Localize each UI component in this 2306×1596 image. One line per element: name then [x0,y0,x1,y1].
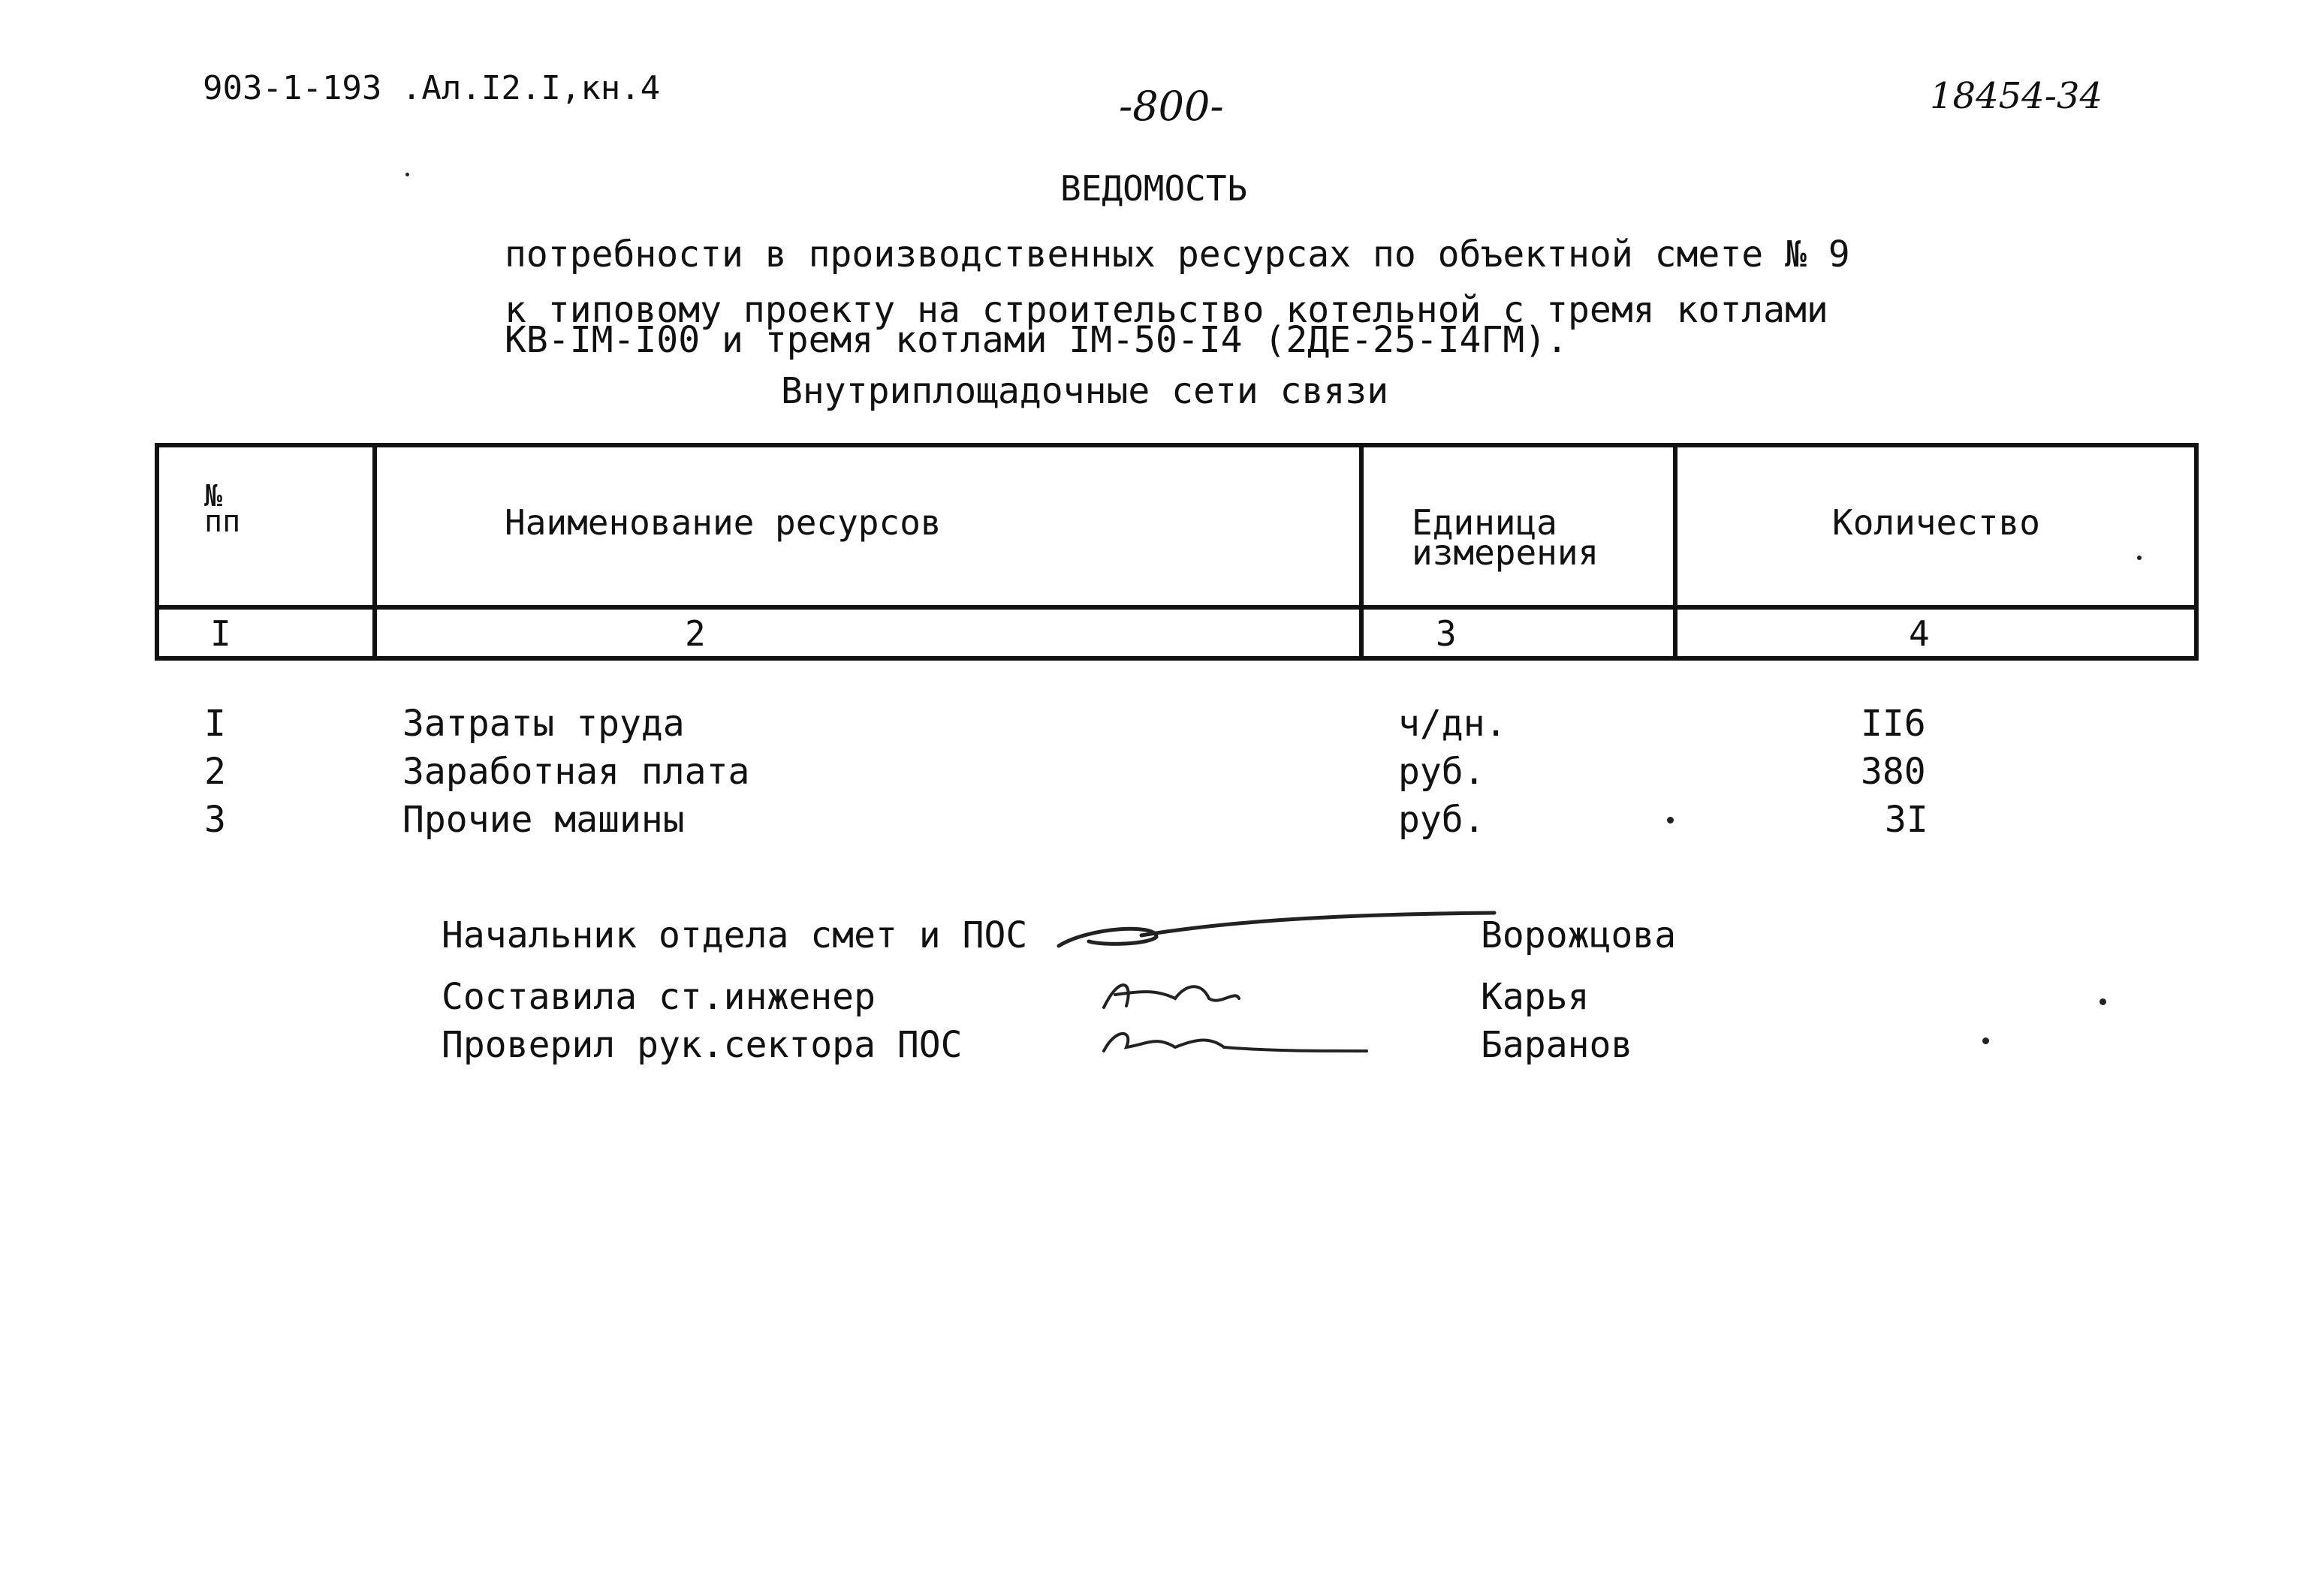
archive-number: 18454-34 [1930,75,2103,117]
handwritten-signature [1044,893,1509,1074]
row-resource-name: Затраты труда [402,703,685,745]
row-resource-name: Заработная плата [402,751,750,793]
title-line-1: потребности в производственных ресурсах по объектной смете № 9 [505,233,1850,276]
page-number: -800- [1119,83,1224,130]
row-resource-name: Прочие машины [402,799,685,841]
column-number: 2 [685,613,706,654]
header-qty: Количество [1832,502,2040,543]
title-line-3: КВ-IМ-I00 и тремя котлами IМ-50-I4 (2ДЕ-25-I4ГМ). [505,319,1569,361]
document-subtitle: Внутриплощадочные сети связи [781,370,1389,412]
signature-name: Ворожцова [1481,914,1677,956]
row-number: 2 [204,751,226,793]
column-number: 3 [1436,613,1457,654]
row-quantity: 380 [1861,751,1926,793]
signature-role: Проверил рук.сектора ПОС [442,1024,963,1066]
column-number: I [210,613,231,654]
table-divider [1359,447,1364,656]
signature-name: Баранов [1481,1024,1633,1066]
column-number: 4 [1909,613,1930,654]
row-number: 3 [204,799,226,841]
row-quantity: II6 [1861,703,1926,745]
row-number: I [204,703,226,745]
signature-role: Составила ст.инженер [442,976,876,1018]
document-heading: ВЕДОМОСТЬ [1060,168,1248,209]
header-name: Наименование ресурсов [505,502,942,543]
title-line-2: к типовому проекту на строительство котельной с тремя котлами [505,289,1828,331]
header-num: № пп [204,479,241,539]
row-unit: ч/дн. [1398,703,1507,745]
resources-table [155,443,2199,661]
row-quantity: 3I [1885,799,1928,841]
header-unit: Единица измерения [1412,502,1599,573]
row-unit: руб. [1398,751,1485,793]
table-divider [372,447,377,656]
row-unit: руб. [1398,799,1485,841]
document-code: 903-1-193 .Ал.I2.I,кн.4 [203,69,661,107]
signature-role: Начальник отдела смет и ПОС [442,914,1028,956]
table-divider [159,605,2194,610]
table-divider [1673,447,1678,656]
signature-name: Карья [1481,976,1590,1018]
